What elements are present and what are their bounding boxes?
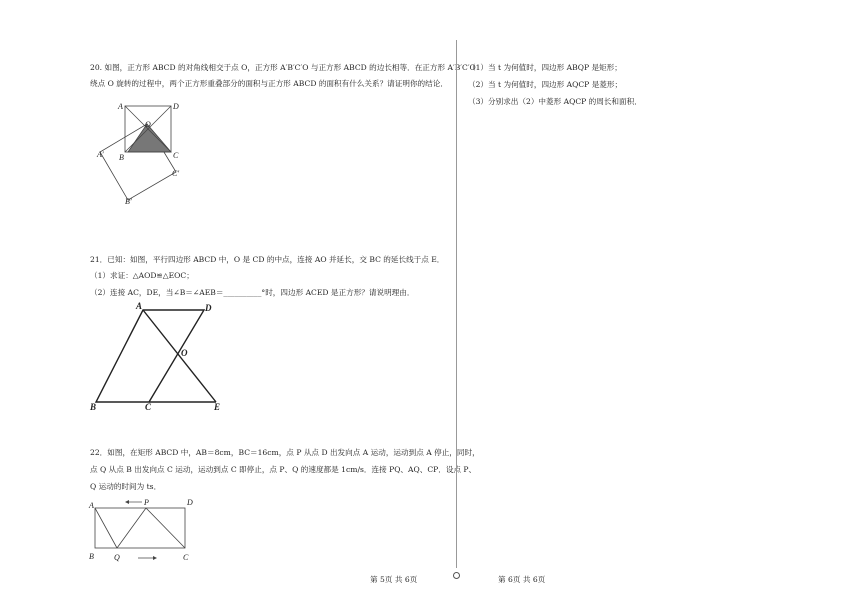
q21-label-o: O: [181, 348, 188, 358]
q22-rectangle-abcd: [95, 508, 185, 548]
right-item-2: （2）当 t 为何值时，四边形 AQCP 是菱形；: [468, 80, 623, 89]
q22-label-p: P: [144, 498, 149, 507]
q22-text-line1: 22．如图，在矩形 ABCD 中，AB＝8cm，BC＝16cm，点 P 从点 D 出发向点 A 运动，运动到点 A 停止，同时，: [90, 448, 480, 457]
footer-page-right: 第 6页 共 6页: [498, 575, 546, 584]
q20-label-c: C: [173, 151, 179, 160]
q22-label-d: D: [187, 498, 193, 507]
q20-label-o: O: [145, 120, 151, 129]
q20-figure: [92, 100, 202, 210]
q20-label-b1: B′: [125, 197, 132, 206]
q21-label-d: D: [205, 303, 212, 313]
q21-part1: （1）求证：△AOD≌△EOC；: [90, 271, 194, 280]
q21-segment-ae: [143, 310, 216, 402]
q21-parallelogram: [96, 310, 204, 402]
q22-text-line2: 点 Q 从点 B 出发向点 C 运动，运动到点 C 即停止，点 P、Q 的速度都是 1cm/s．连接 PQ、AQ、CP．设点 P、: [90, 465, 477, 474]
q21-label-a: A: [136, 301, 143, 311]
q21-figure: [88, 300, 238, 415]
column-divider: [456, 40, 457, 568]
q20-label-b: B: [119, 153, 124, 162]
footer-page-left: 第 5页 共 6页: [370, 575, 418, 584]
q20-label-a1: A′: [97, 150, 104, 159]
q22-label-c: C: [183, 553, 189, 562]
q21-label-c: C: [145, 402, 152, 412]
q22-text-line3: Q 运动的时间为 ts．: [90, 482, 162, 491]
q22-figure: [86, 496, 201, 568]
q21-label-e: E: [214, 402, 221, 412]
q20-text-line2: 绕点 O 旋转的过程中，两个正方形重叠部分的面积与正方形 ABCD 的面积有什么关系？请证明你的结论．: [90, 79, 448, 88]
q20-label-d: D: [173, 102, 179, 111]
q22-label-b: B: [89, 552, 94, 561]
q21-part2: （2）连接 AC，DE，当∠B＝∠AEB＝__________°时，四边形 ACED 是正方形？请说明理由．: [90, 288, 415, 297]
q20-label-a: A: [118, 102, 123, 111]
q20-rotated-square: [100, 124, 176, 200]
q22-label-q: Q: [114, 553, 120, 562]
right-item-1: （1）当 t 为何值时，四边形 ABQP 是矩形；: [468, 63, 622, 72]
right-item-3: （3）分别求出（2）中菱形 AQCP 的周长和面积．: [468, 97, 642, 106]
q21-label-b: B: [90, 402, 97, 412]
q22-label-a: A: [89, 501, 94, 510]
q20-text-line1: 20. 如图，正方形 ABCD 的对角线相交于点 O，正方形 A′B′C′O 与正方形 ABCD 的边长相等．在正方形 A′B′C′O: [90, 63, 476, 72]
q20-label-c1: C′: [172, 169, 180, 178]
q21-text-line1: 21．已知：如图，平行四边形 ABCD 中，O 是 CD 的中点，连接 AO 并延长，交 BC 的延长线于点 E．: [90, 255, 445, 264]
binding-mark-icon: [453, 572, 460, 579]
